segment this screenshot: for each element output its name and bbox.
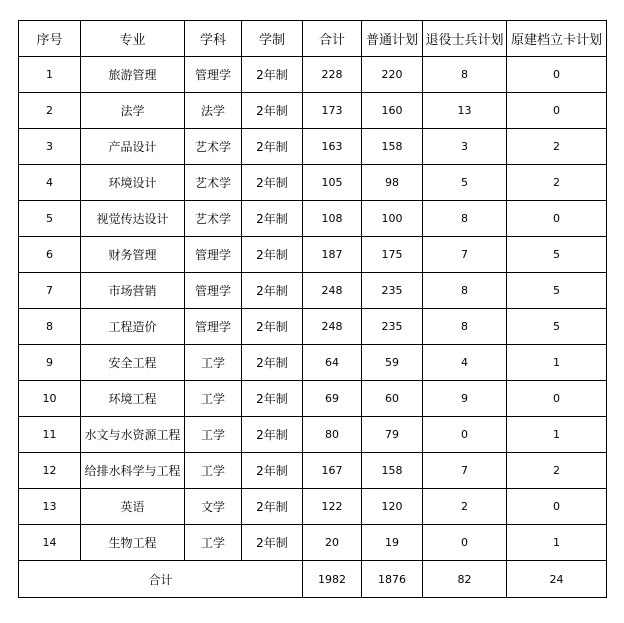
cell-duration: 2年制 xyxy=(242,309,303,345)
cell-discipline: 管理学 xyxy=(185,57,242,93)
cell-poverty: 0 xyxy=(507,381,607,417)
header-total: 合计 xyxy=(303,21,362,57)
cell-discipline: 工学 xyxy=(185,453,242,489)
cell-poverty: 1 xyxy=(507,525,607,561)
cell-regular: 235 xyxy=(362,309,423,345)
cell-major: 工程造价 xyxy=(81,309,185,345)
total-regular: 1876 xyxy=(362,561,423,598)
cell-major: 市场营销 xyxy=(81,273,185,309)
cell-total: 69 xyxy=(303,381,362,417)
cell-index: 2 xyxy=(19,93,81,129)
cell-duration: 2年制 xyxy=(242,453,303,489)
cell-veteran: 2 xyxy=(423,489,507,525)
cell-duration: 2年制 xyxy=(242,93,303,129)
cell-total: 20 xyxy=(303,525,362,561)
cell-discipline: 工学 xyxy=(185,345,242,381)
cell-regular: 158 xyxy=(362,129,423,165)
cell-regular: 120 xyxy=(362,489,423,525)
cell-index: 7 xyxy=(19,273,81,309)
cell-index: 11 xyxy=(19,417,81,453)
cell-discipline: 管理学 xyxy=(185,309,242,345)
cell-major: 水文与水资源工程 xyxy=(81,417,185,453)
cell-duration: 2年制 xyxy=(242,417,303,453)
table-row xyxy=(19,273,607,309)
cell-discipline: 艺术学 xyxy=(185,165,242,201)
cell-total: 80 xyxy=(303,417,362,453)
cell-major: 法学 xyxy=(81,93,185,129)
cell-major: 英语 xyxy=(81,489,185,525)
cell-total: 163 xyxy=(303,129,362,165)
cell-poverty: 5 xyxy=(507,273,607,309)
cell-veteran: 13 xyxy=(423,93,507,129)
cell-total: 248 xyxy=(303,309,362,345)
cell-total: 105 xyxy=(303,165,362,201)
cell-regular: 160 xyxy=(362,93,423,129)
cell-duration: 2年制 xyxy=(242,381,303,417)
cell-regular: 220 xyxy=(362,57,423,93)
cell-index: 10 xyxy=(19,381,81,417)
header-major: 专业 xyxy=(81,21,185,57)
cell-duration: 2年制 xyxy=(242,237,303,273)
cell-veteran: 0 xyxy=(423,525,507,561)
cell-duration: 2年制 xyxy=(242,129,303,165)
cell-total: 108 xyxy=(303,201,362,237)
cell-major: 视觉传达设计 xyxy=(81,201,185,237)
cell-veteran: 3 xyxy=(423,129,507,165)
cell-major: 给排水科学与工程 xyxy=(81,453,185,489)
cell-veteran: 8 xyxy=(423,273,507,309)
table-row xyxy=(19,381,607,417)
header-discipline: 学科 xyxy=(185,21,242,57)
table-row xyxy=(19,129,607,165)
cell-poverty: 1 xyxy=(507,417,607,453)
header-veteran-plan: 退役士兵计划 xyxy=(423,21,507,57)
table-row xyxy=(19,417,607,453)
enrollment-plan-table xyxy=(18,20,607,598)
table-row xyxy=(19,201,607,237)
total-label: 合计 xyxy=(19,561,303,598)
cell-regular: 158 xyxy=(362,453,423,489)
cell-veteran: 0 xyxy=(423,417,507,453)
cell-poverty: 5 xyxy=(507,237,607,273)
cell-poverty: 0 xyxy=(507,93,607,129)
cell-major: 环境设计 xyxy=(81,165,185,201)
table-row xyxy=(19,453,607,489)
cell-index: 1 xyxy=(19,57,81,93)
cell-regular: 19 xyxy=(362,525,423,561)
cell-duration: 2年制 xyxy=(242,489,303,525)
cell-major: 财务管理 xyxy=(81,237,185,273)
cell-discipline: 工学 xyxy=(185,381,242,417)
cell-regular: 175 xyxy=(362,237,423,273)
header-duration: 学制 xyxy=(242,21,303,57)
table-row xyxy=(19,309,607,345)
cell-regular: 98 xyxy=(362,165,423,201)
cell-total: 64 xyxy=(303,345,362,381)
cell-duration: 2年制 xyxy=(242,201,303,237)
total-poverty: 24 xyxy=(507,561,607,598)
cell-poverty: 2 xyxy=(507,129,607,165)
cell-total: 173 xyxy=(303,93,362,129)
table-header-row xyxy=(19,21,607,57)
cell-duration: 2年制 xyxy=(242,273,303,309)
cell-duration: 2年制 xyxy=(242,525,303,561)
table-row xyxy=(19,489,607,525)
cell-poverty: 2 xyxy=(507,165,607,201)
cell-total: 187 xyxy=(303,237,362,273)
cell-index: 4 xyxy=(19,165,81,201)
cell-discipline: 管理学 xyxy=(185,237,242,273)
cell-duration: 2年制 xyxy=(242,57,303,93)
cell-index: 3 xyxy=(19,129,81,165)
total-sum: 1982 xyxy=(303,561,362,598)
cell-veteran: 7 xyxy=(423,453,507,489)
cell-veteran: 8 xyxy=(423,309,507,345)
cell-veteran: 5 xyxy=(423,165,507,201)
cell-regular: 235 xyxy=(362,273,423,309)
table-row xyxy=(19,525,607,561)
cell-discipline: 艺术学 xyxy=(185,201,242,237)
table-row xyxy=(19,237,607,273)
cell-discipline: 工学 xyxy=(185,417,242,453)
cell-discipline: 法学 xyxy=(185,93,242,129)
cell-discipline: 文学 xyxy=(185,489,242,525)
cell-veteran: 7 xyxy=(423,237,507,273)
cell-veteran: 9 xyxy=(423,381,507,417)
cell-index: 13 xyxy=(19,489,81,525)
cell-major: 环境工程 xyxy=(81,381,185,417)
table-row xyxy=(19,57,607,93)
cell-duration: 2年制 xyxy=(242,345,303,381)
header-index: 序号 xyxy=(19,21,81,57)
cell-veteran: 4 xyxy=(423,345,507,381)
cell-poverty: 5 xyxy=(507,309,607,345)
cell-veteran: 8 xyxy=(423,57,507,93)
cell-discipline: 工学 xyxy=(185,525,242,561)
cell-regular: 60 xyxy=(362,381,423,417)
cell-poverty: 2 xyxy=(507,453,607,489)
cell-total: 167 xyxy=(303,453,362,489)
cell-index: 9 xyxy=(19,345,81,381)
cell-index: 8 xyxy=(19,309,81,345)
cell-discipline: 管理学 xyxy=(185,273,242,309)
cell-regular: 100 xyxy=(362,201,423,237)
header-regular-plan: 普通计划 xyxy=(362,21,423,57)
cell-regular: 79 xyxy=(362,417,423,453)
cell-poverty: 0 xyxy=(507,489,607,525)
cell-regular: 59 xyxy=(362,345,423,381)
cell-poverty: 0 xyxy=(507,57,607,93)
header-poverty-plan: 原建档立卡计划 xyxy=(507,21,607,57)
cell-index: 5 xyxy=(19,201,81,237)
cell-total: 228 xyxy=(303,57,362,93)
total-veteran: 82 xyxy=(423,561,507,598)
cell-major: 生物工程 xyxy=(81,525,185,561)
cell-major: 安全工程 xyxy=(81,345,185,381)
cell-duration: 2年制 xyxy=(242,165,303,201)
cell-major: 产品设计 xyxy=(81,129,185,165)
cell-total: 248 xyxy=(303,273,362,309)
cell-poverty: 1 xyxy=(507,345,607,381)
table-row xyxy=(19,93,607,129)
cell-index: 14 xyxy=(19,525,81,561)
cell-major: 旅游管理 xyxy=(81,57,185,93)
cell-total: 122 xyxy=(303,489,362,525)
cell-index: 12 xyxy=(19,453,81,489)
cell-index: 6 xyxy=(19,237,81,273)
table-total-row xyxy=(19,561,607,598)
table-row xyxy=(19,345,607,381)
cell-poverty: 0 xyxy=(507,201,607,237)
table-body xyxy=(19,57,607,561)
cell-discipline: 艺术学 xyxy=(185,129,242,165)
cell-veteran: 8 xyxy=(423,201,507,237)
table-row xyxy=(19,165,607,201)
